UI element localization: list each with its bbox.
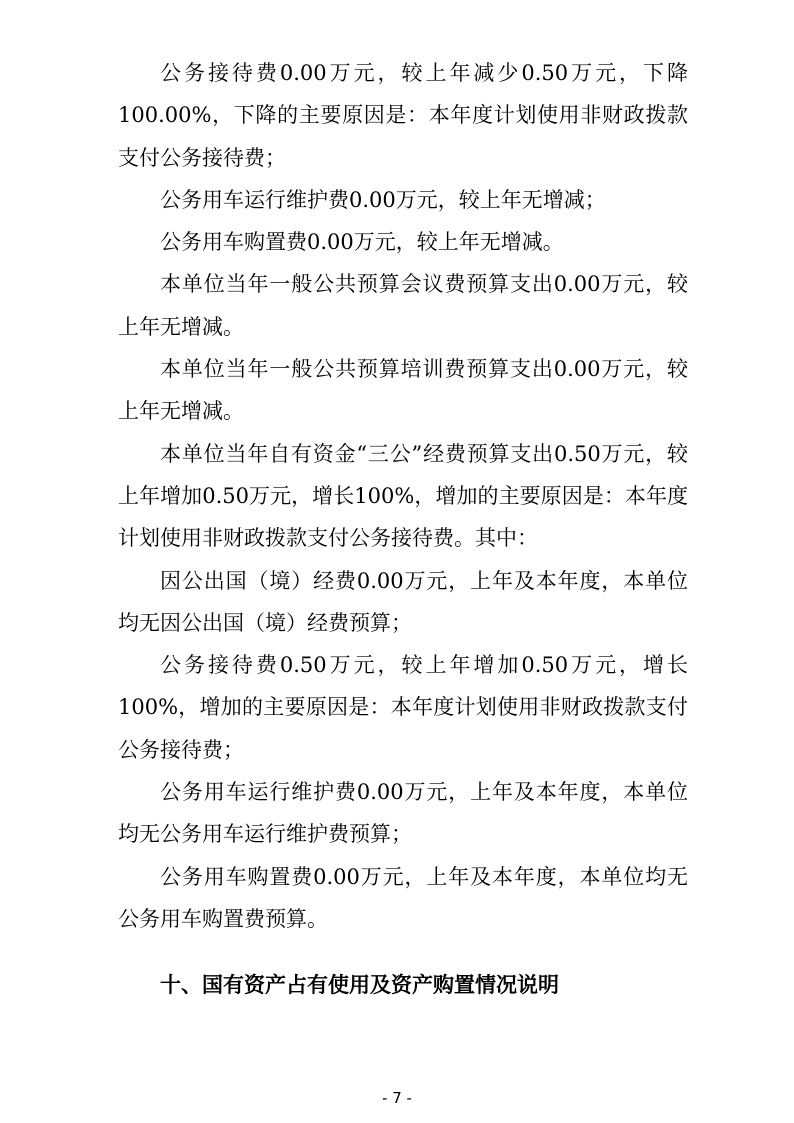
paragraph-reception-expense-decrease: 公务接待费0.00万元，较上年减少0.50万元，下降100.00%，下降的主要原因是：本年度计划使用非财政拨款支付公务接待费； xyxy=(118,61,688,170)
paragraph-own-funds-three-public: 本单位当年自有资金“三公”经费预算支出0.50万元，较上年增加0.50万元，增长100%，增加的主要原因是：本年度计划使用非财政拨款支付公务接待费。其中： xyxy=(118,441,688,551)
section-heading: 十、国有资产占有使用及资产购置情况说明 xyxy=(160,972,559,997)
paragraph-reception-expense-increase: 公务接待费0.50万元，较上年增加0.50万元，增长100%，增加的主要原因是：本年度计划使用非财政拨款支付公务接待费； xyxy=(118,653,688,762)
paragraph-vehicle-maintenance-no-change: 公务用车运行维护费0.00万元，较上年无增减； xyxy=(160,187,606,212)
paragraph-training-expense: 本单位当年一般公共预算培训费预算支出0.00万元，较上年无增减。 xyxy=(118,357,688,424)
body-text xyxy=(118,52,688,940)
paragraph-meeting-expense: 本单位当年一般公共预算会议费预算支出0.00万元，较上年无增减。 xyxy=(118,272,688,339)
paragraph-vehicle-purchase-no-change: 公务用车购置费0.00万元，较上年无增减。 xyxy=(160,230,564,255)
paragraph-overseas-travel: 因公出国（境）经费0.00万元，上年及本年度，本单位均无因公出国（境）经费预算； xyxy=(118,568,688,635)
paragraph-vehicle-purchase-none: 公务用车购置费0.00万元，上年及本年度，本单位均无公务用车购置费预算。 xyxy=(118,864,688,931)
page-number: - 7 - xyxy=(382,1089,412,1107)
paragraph-vehicle-maintenance-none: 公务用车运行维护费0.00万元，上年及本年度，本单位均无公务用车运行维护费预算； xyxy=(118,780,688,847)
